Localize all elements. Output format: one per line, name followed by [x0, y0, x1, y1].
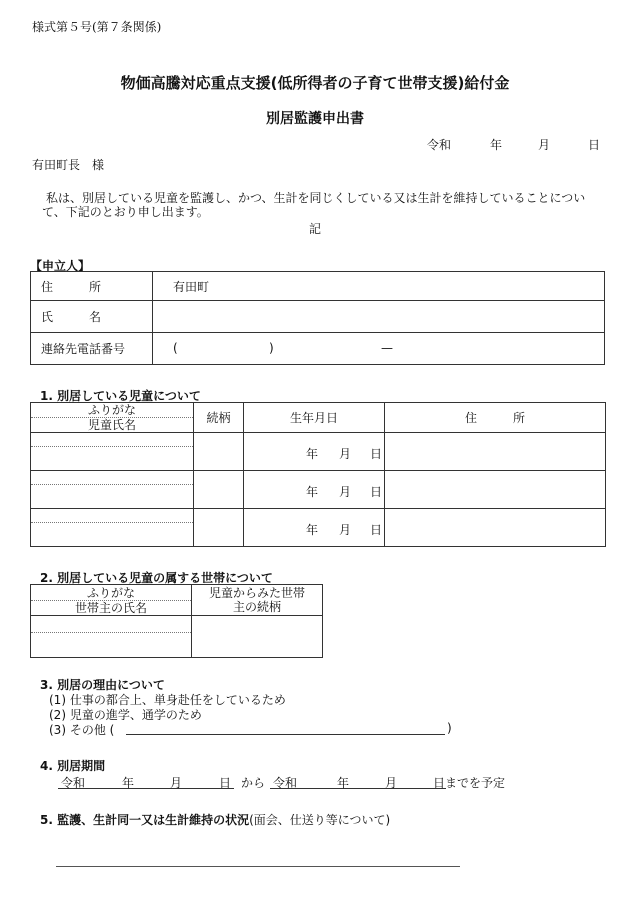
reason-2[interactable]: (2) 児童の進学、通学のため [49, 708, 202, 722]
address-value: 有田町 [173, 279, 210, 294]
children-name-label: 児童氏名 [87, 418, 136, 432]
period-kara: から [241, 776, 266, 790]
birth-day-label: 日 [370, 447, 383, 461]
table-row [31, 509, 606, 547]
household-furigana-header: ふりがな [31, 586, 191, 601]
relation-header: 続柄 [194, 403, 244, 433]
birthdate-cell[interactable] [244, 471, 385, 509]
children-name-header [31, 403, 194, 433]
phone-label-cell [31, 333, 153, 365]
period-start-era: 令和 [61, 776, 86, 790]
declaration-line1: 私は、別居している児童を監護し、かつ、生計を同じくしている又は生計を維持していることについ [46, 191, 586, 205]
date-era: 令和 [427, 138, 452, 152]
section5-heading-bold: 5. 監護、生計同一又は生計維持の状況 [40, 813, 250, 827]
period-start-year: 年 [122, 776, 135, 790]
section4-heading: 4. 別居期間 [40, 759, 106, 773]
birth-year-label: 年 [306, 447, 319, 461]
birth-year-label: 年 [306, 485, 319, 499]
date-month: 月 [538, 138, 551, 152]
reason-1[interactable]: (1) 仕事の都合上、単身赴任をしているため [49, 693, 286, 707]
reason-3-suffix: ) [447, 721, 452, 735]
section1-heading: 1. 別居している児童について [40, 389, 201, 403]
title-main: 物価高騰対応重点支援(低所得者の子育て世帯支援)給付金 [120, 74, 510, 92]
children-table [30, 402, 606, 547]
section2-heading: 2. 別居している児童の属する世帯について [40, 571, 273, 585]
date-year: 年 [490, 138, 503, 152]
household-relation-header [192, 585, 323, 616]
table-row [31, 471, 606, 509]
table-row [31, 433, 606, 471]
reason-3-prefix[interactable]: (3) その他 ( [49, 723, 115, 737]
table-row [31, 616, 323, 658]
section3-heading: 3. 別居の理由について [40, 678, 165, 692]
birthdate-header: 生年月日 [244, 403, 385, 433]
children-furigana-header: ふりがな [31, 403, 193, 418]
household-name-cell[interactable] [31, 616, 192, 658]
section5-input-line[interactable] [56, 866, 460, 867]
period-end-day: 日までを予定 [433, 776, 506, 790]
address-label-cell [31, 272, 153, 301]
birthdate-cell[interactable] [244, 433, 385, 471]
applicant-heading: 【申立人】 [30, 259, 91, 273]
household-table [30, 584, 323, 658]
birth-year-label: 年 [306, 523, 319, 537]
form-number: 様式第５号(第７条関係) [32, 20, 162, 34]
declaration-line2: て、下記のとおり申し出ます。 [42, 205, 209, 219]
relation-cell[interactable] [194, 509, 244, 547]
birthdate-cell[interactable] [244, 509, 385, 547]
name-label: 氏 名 [41, 310, 102, 324]
period-start-day: 日 [219, 776, 232, 790]
relation-cell[interactable] [194, 471, 244, 509]
phone-open-paren: ( [173, 341, 178, 355]
title-sub: 別居監護申出書 [266, 111, 364, 127]
phone-label: 連絡先電話番号 [41, 342, 126, 356]
child-address-cell[interactable] [385, 509, 606, 547]
ki-label: 記 [309, 222, 322, 236]
reason-3-input-line[interactable] [126, 734, 445, 735]
address-label: 住 所 [41, 279, 102, 294]
addressee: 有田町長 様 [32, 158, 105, 172]
household-relation-label-1: 児童からみた世帯 [208, 586, 305, 600]
address-value-cell[interactable] [153, 272, 605, 301]
phone-field[interactable] [153, 333, 605, 365]
period-start-month: 月 [170, 776, 183, 790]
name-label-cell [31, 301, 153, 333]
relation-cell[interactable] [194, 433, 244, 471]
child-address-cell[interactable] [385, 433, 606, 471]
household-relation-label-2: 主の続柄 [232, 600, 281, 614]
period-end-year: 年 [337, 776, 350, 790]
phone-dash: — [381, 341, 393, 355]
birth-day-label: 日 [370, 523, 383, 537]
household-name-label: 世帯主の氏名 [74, 600, 147, 615]
name-field[interactable] [153, 301, 605, 333]
date-day: 日 [588, 138, 601, 152]
birth-month-label: 月 [339, 447, 352, 461]
period-end-month: 月 [385, 776, 398, 790]
birth-day-label: 日 [370, 485, 383, 499]
birth-month-label: 月 [339, 485, 352, 499]
child-name-cell[interactable] [31, 433, 194, 471]
section5-heading [40, 811, 390, 828]
child-name-cell[interactable] [31, 509, 194, 547]
applicant-table [30, 271, 605, 365]
period-end-era: 令和 [273, 776, 298, 790]
household-name-header [31, 585, 192, 616]
birth-month-label: 月 [339, 523, 352, 537]
section5-heading-rest: (面会、仕送り等について) [249, 813, 391, 827]
phone-close-paren: ) [269, 341, 274, 355]
child-address-cell[interactable] [385, 471, 606, 509]
household-relation-cell[interactable] [192, 616, 323, 658]
child-address-header: 住 所 [385, 403, 606, 433]
child-name-cell[interactable] [31, 471, 194, 509]
